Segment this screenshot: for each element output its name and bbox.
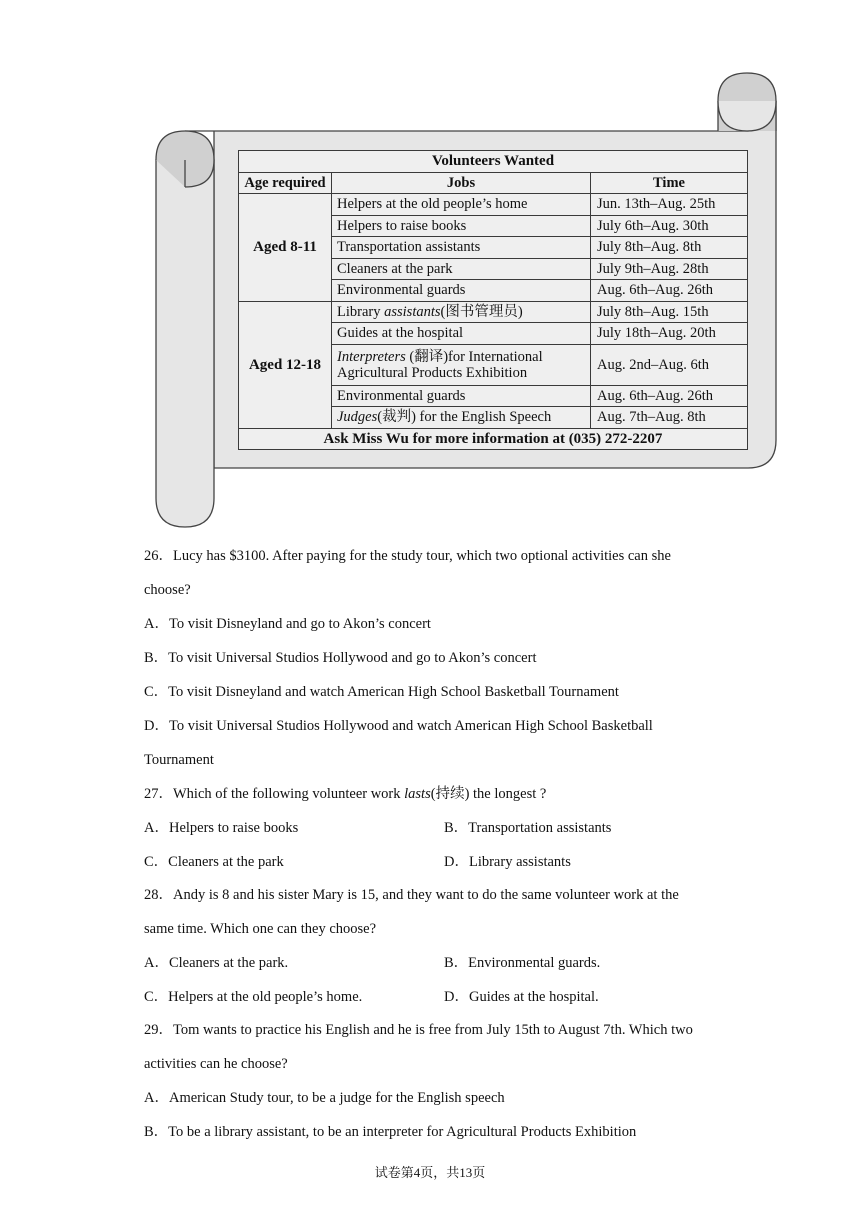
option-26-d: D．To visit Universal Studios Hollywood and watch American High School Basketball	[144, 718, 653, 734]
option-27-a: A．Helpers to raise books	[144, 820, 299, 836]
job-text: (翻译)for International	[405, 348, 543, 365]
option-29-b: B．To be a library assistant, to be an interpreter for Agricultural Products Exhibition	[144, 1124, 637, 1140]
question-28-stem-cont: same time. Which one can they choose?	[144, 921, 377, 937]
option-26-c: C．To visit Disneyland and watch American High School Basketball Tournament	[144, 684, 619, 700]
question-text: (持续) the longest ?	[430, 786, 547, 802]
time-cell: July 9th–Aug. 28th	[591, 258, 748, 280]
job-text: (裁判) for the English Speech	[377, 409, 552, 426]
job-text-italic: Judges	[337, 409, 378, 426]
job-text-italic: Interpreters	[337, 348, 406, 365]
age-group-label: Aged 8-11	[239, 194, 332, 302]
job-cell	[332, 301, 591, 323]
job-cell: Transportation assistants	[332, 237, 591, 259]
job-cell: Guides at the hospital	[332, 323, 591, 345]
time-cell: July 8th–Aug. 8th	[591, 237, 748, 259]
volunteer-notice-table	[238, 150, 748, 450]
time-cell: Jun. 13th–Aug. 25th	[591, 194, 748, 216]
time-cell: Aug. 6th–Aug. 26th	[591, 385, 748, 407]
question-26-stem: 26．Lucy has $3100. After paying for the study tour, which two optional activities can she	[144, 548, 671, 564]
time-cell: Aug. 6th–Aug. 26th	[591, 280, 748, 302]
option-28-d: D．Guides at the hospital.	[444, 989, 599, 1005]
header-time: Time	[591, 172, 748, 194]
time-cell: Aug. 2nd–Aug. 6th	[591, 344, 748, 385]
header-age: Age required	[239, 172, 332, 194]
job-cell: Cleaners at the park	[332, 258, 591, 280]
header-jobs: Jobs	[332, 172, 591, 194]
question-28-stem: 28．Andy is 8 and his sister Mary is 15, and they want to do the same volunteer work at the	[144, 887, 679, 903]
option-28-c: C．Helpers at the old people’s home.	[144, 989, 363, 1005]
notice-contact: Ask Miss Wu for more information at (035) 272-2207	[239, 428, 748, 450]
age-group-label: Aged 12-18	[239, 301, 332, 428]
option-28-b: B．Environmental guards.	[444, 955, 601, 971]
table-row	[239, 301, 748, 323]
job-cell	[332, 407, 591, 429]
question-text: 27．Which of the following volunteer work	[144, 786, 405, 802]
option-28-a: A．Cleaners at the park.	[144, 955, 289, 971]
option-27-c: C．Cleaners at the park	[144, 854, 284, 870]
option-26-b: B．To visit Universal Studios Hollywood and go to Akon’s concert	[144, 650, 537, 666]
option-26-d-cont: Tournament	[144, 752, 214, 768]
job-cell: Helpers to raise books	[332, 215, 591, 237]
job-cell: Environmental guards	[332, 385, 591, 407]
option-27-b: B．Transportation assistants	[444, 820, 612, 836]
table-row	[239, 194, 748, 216]
time-cell: July 8th–Aug. 15th	[591, 301, 748, 323]
job-text: (图书管理员)	[440, 303, 523, 320]
job-cell: Helpers at the old people’s home	[332, 194, 591, 216]
question-29-stem-cont: activities can he choose?	[144, 1056, 288, 1072]
notice-title: Volunteers Wanted	[239, 151, 748, 173]
option-26-a: A．To visit Disneyland and go to Akon’s concert	[144, 616, 431, 632]
time-cell: Aug. 7th–Aug. 8th	[591, 407, 748, 429]
question-26-stem-cont: choose?	[144, 582, 191, 598]
time-cell: July 6th–Aug. 30th	[591, 215, 748, 237]
job-text: Agricultural Products Exhibition	[337, 364, 528, 381]
job-cell: Environmental guards	[332, 280, 591, 302]
page-footer: 试卷第4页，共13页	[374, 1165, 486, 1180]
option-27-d: D．Library assistants	[444, 854, 571, 870]
question-27-stem	[144, 785, 546, 803]
question-29-stem: 29．Tom wants to practice his English and he is free from July 15th to August 7th. Which two	[144, 1022, 693, 1038]
question-text-italic: lasts	[404, 786, 431, 802]
job-text-italic: assistants	[384, 303, 441, 320]
job-text: Library	[337, 303, 385, 320]
time-cell: July 18th–Aug. 20th	[591, 323, 748, 345]
option-29-a: A．American Study tour, to be a judge for the English speech	[144, 1090, 505, 1106]
job-cell	[332, 344, 591, 385]
